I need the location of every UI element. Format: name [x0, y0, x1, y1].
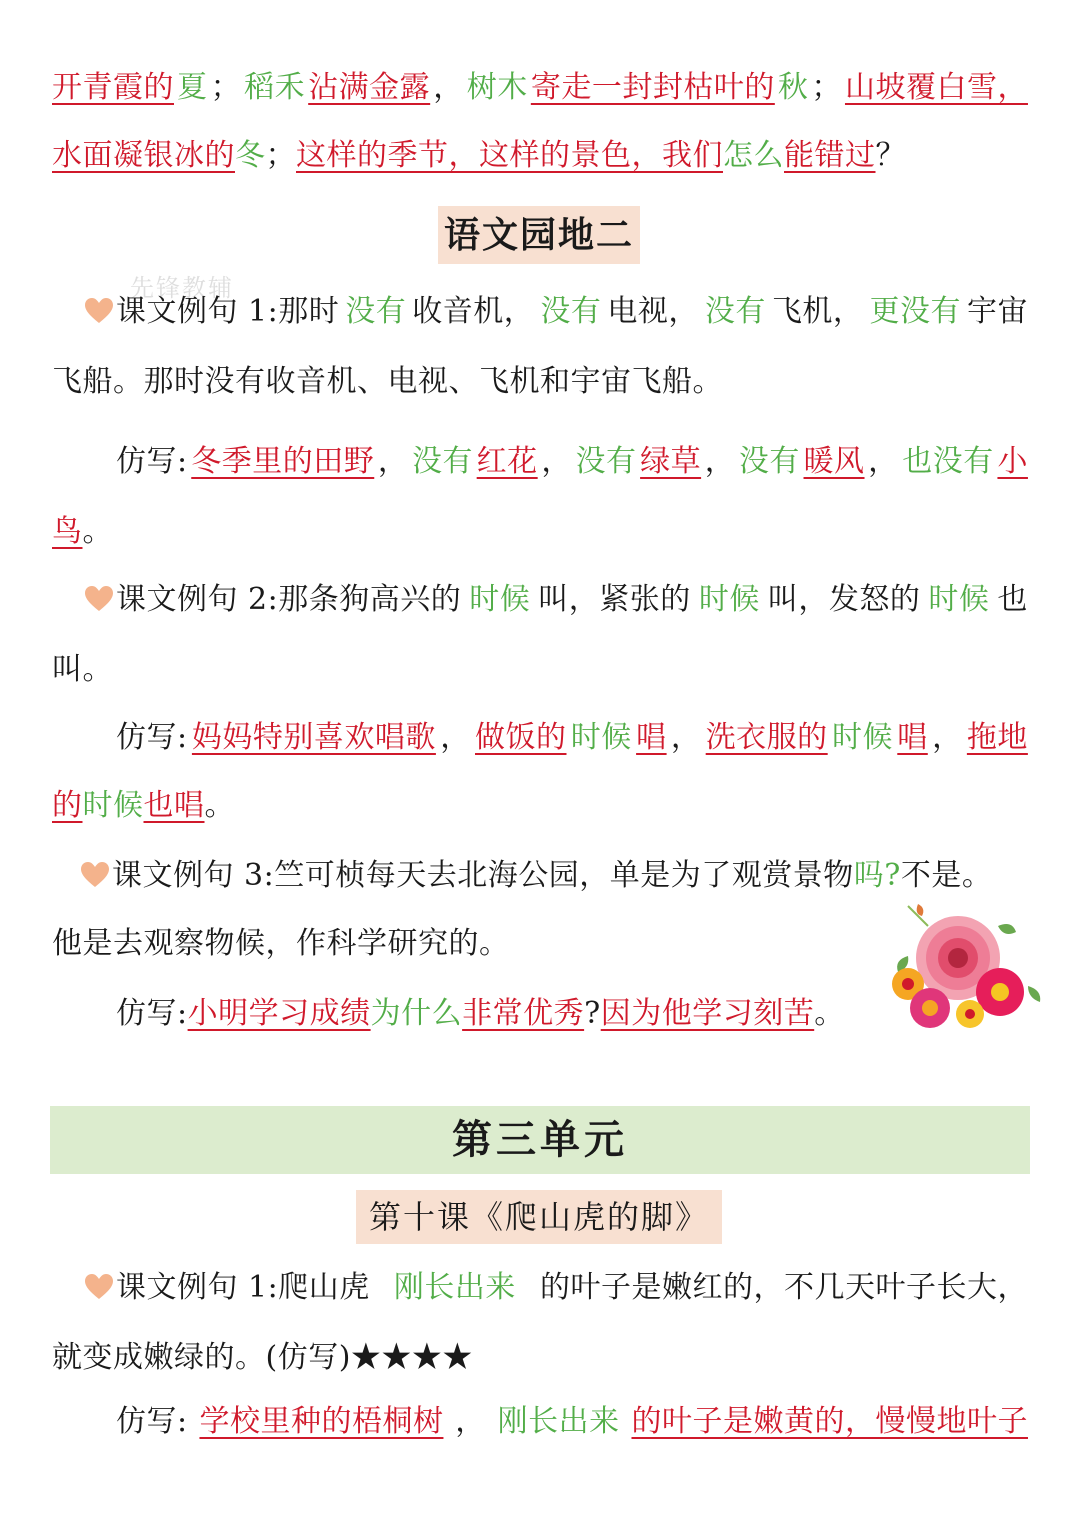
text-segment: 的叶子是嫩黄的，慢慢地叶子	[631, 1404, 1028, 1439]
text-segment: 叫，发怒的	[767, 582, 921, 617]
imitation-2-line-1	[116, 718, 1028, 758]
text-segment: 水面凝银冰的	[52, 138, 235, 173]
text-segment: ；	[811, 70, 842, 105]
text-segment: ，	[377, 444, 409, 479]
flower-bouquet-icon	[888, 896, 1048, 1046]
text-segment: 小	[997, 444, 1028, 479]
text-segment: 。	[82, 514, 113, 549]
imitation-4-line-1	[116, 1402, 1028, 1442]
heart-icon	[84, 296, 114, 326]
text-segment: 树木	[466, 70, 528, 105]
text-segment: 不是。	[900, 858, 993, 893]
text-segment: 吗?	[853, 858, 901, 893]
text-segment: 也没有	[902, 444, 994, 479]
heart-icon	[84, 584, 114, 614]
text-segment: 的	[52, 788, 83, 823]
text-segment: 的叶子是嫩红的，不几天叶子长大，	[539, 1270, 1028, 1305]
text-segment: 暖风	[803, 444, 865, 479]
text-segment: ，	[541, 444, 572, 479]
example-1-line-1	[116, 292, 1028, 332]
lesson-title: 第十课《爬山虎的脚》	[356, 1190, 722, 1244]
text-segment: 时候	[469, 582, 531, 617]
text-segment: 没有	[738, 444, 800, 479]
text-segment: 没有	[540, 294, 602, 329]
poem-line-2	[52, 136, 1028, 176]
text-segment: ，	[440, 720, 471, 755]
text-segment: 仿写:	[116, 444, 188, 479]
text-segment: 时候	[698, 582, 760, 617]
poem-line-1	[52, 68, 1028, 108]
text-segment: 开青霞的	[52, 70, 174, 105]
text-segment: 更没有	[869, 294, 961, 329]
text-segment: ，	[704, 444, 736, 479]
text-segment: 学校里种的梧桐树	[199, 1404, 444, 1439]
text-segment: 拖地	[966, 720, 1028, 755]
text-segment: 绿草	[640, 444, 702, 479]
text-segment: 时候	[82, 788, 144, 823]
text-segment: 红花	[476, 444, 538, 479]
text-segment: 课文例句 1:爬山虎	[116, 1270, 370, 1305]
text-segment: 时候	[570, 720, 632, 755]
example-3-line-1	[112, 856, 1028, 896]
text-segment: 叫，紧张的	[538, 582, 691, 617]
example-4-line-1	[116, 1268, 1028, 1308]
text-segment: 仿写:	[116, 1404, 188, 1439]
text-segment: 沾满金露	[308, 70, 431, 105]
text-segment: 时候	[928, 582, 990, 617]
text-segment: 鸟	[52, 514, 83, 549]
text-segment: ，	[433, 70, 464, 105]
text-segment: ，	[868, 444, 899, 479]
imitation-1-line-1	[116, 442, 1028, 482]
text-segment: 妈妈特别喜欢唱歌	[191, 720, 436, 755]
text-segment: 也	[997, 582, 1028, 617]
text-segment: 怎么	[723, 138, 784, 173]
text-segment: 夏	[177, 70, 208, 105]
text-segment: 刚长出来	[393, 1270, 516, 1305]
text-segment: 没有	[704, 294, 766, 329]
text-segment: 唱	[897, 720, 928, 755]
text-segment: 非常优秀	[462, 996, 585, 1031]
text-segment: 时候	[831, 720, 893, 755]
text-segment: 洗衣服的	[705, 720, 828, 755]
text-segment: 小明学习成绩	[187, 996, 371, 1031]
text-segment: ，	[932, 720, 963, 755]
text-segment: 。	[814, 996, 845, 1031]
text-segment: ，	[455, 1404, 486, 1439]
text-segment: 宇宙	[966, 294, 1028, 329]
text-segment: 唱	[636, 720, 667, 755]
section-title-garden: 语文园地二	[438, 206, 640, 264]
text-segment: 为什么	[370, 996, 463, 1031]
heart-icon	[80, 860, 110, 890]
example-2-line-2: 叫。	[52, 652, 113, 687]
text-segment: 冬季里的田野	[191, 444, 375, 479]
text-segment: 做饭的	[475, 720, 567, 755]
text-segment: 能错过	[784, 138, 876, 173]
text-segment: 也唱	[143, 788, 205, 823]
text-segment: 电视，	[607, 294, 699, 329]
text-segment: 收音机，	[412, 294, 535, 329]
text-segment: 没有	[412, 444, 474, 479]
text-segment: 仿写:	[116, 720, 188, 755]
imitation-2-line-2	[52, 786, 1028, 826]
text-segment: 课文例句 1:那时	[116, 294, 340, 329]
text-segment: 因为他学习刻苦	[600, 996, 815, 1031]
text-segment: 没有	[575, 444, 637, 479]
example-3-line-2: 他是去观察物候，作科学研究的。	[52, 926, 510, 961]
text-segment: 课文例句 2:那条狗高兴的	[116, 582, 462, 617]
text-segment: 。	[204, 788, 235, 823]
example-4-line-2: 就变成嫩绿的。(仿写)★★★★	[52, 1340, 473, 1375]
text-segment: 没有	[345, 294, 407, 329]
text-segment: 冬	[235, 138, 266, 173]
text-segment: ；	[210, 70, 242, 105]
text-segment: ；	[265, 138, 296, 173]
text-segment: ?	[584, 996, 601, 1031]
text-segment: ？	[875, 138, 906, 173]
example-1-line-2: 飞船。那时没有收音机、电视、飞机和宇宙飞船。	[52, 364, 723, 399]
text-segment: 秋	[777, 70, 809, 105]
text-segment: 仿写:	[116, 996, 188, 1031]
text-segment: 这样的季节，这样的景色，我们	[296, 138, 723, 173]
text-segment: 刚长出来	[497, 1404, 620, 1439]
imitation-1-line-2	[52, 512, 1028, 552]
text-segment: 飞机，	[771, 294, 864, 329]
text-segment: ，	[670, 720, 702, 755]
watermark: 先锋教辅	[130, 274, 234, 302]
text-segment: 寄走一封封枯叶的	[530, 70, 775, 105]
unit-title-band: 第三单元	[50, 1106, 1030, 1174]
heart-icon	[84, 1272, 114, 1302]
text-segment: 稻禾	[244, 70, 306, 105]
example-2-line-1	[116, 580, 1028, 620]
text-segment: 山坡覆白雪，	[844, 70, 1028, 105]
text-segment: 课文例句 3:竺可桢每天去北海公园，单是为了观赏景物	[112, 858, 854, 893]
